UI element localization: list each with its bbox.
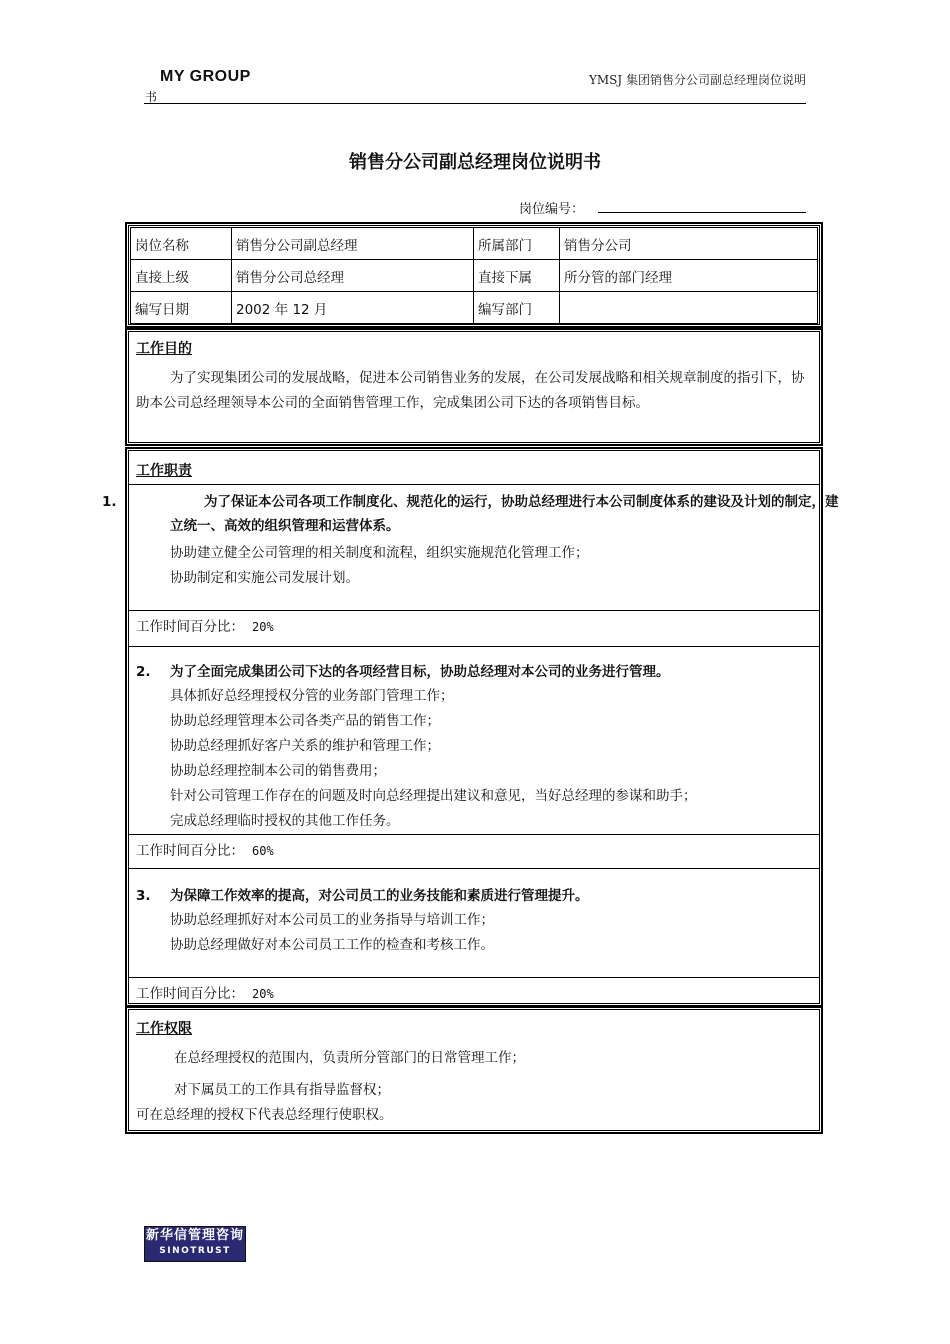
cell-label: 编写部门 [474, 292, 560, 324]
list-item [136, 784, 697, 809]
table-row [131, 292, 818, 324]
cell-value: 销售分公司副总经理 [232, 228, 474, 260]
list-item [136, 734, 440, 759]
cell-value: 所分管的部门经理 [560, 260, 818, 292]
list-item [136, 709, 440, 734]
duty-item-2-title [136, 660, 812, 684]
divider [128, 868, 820, 869]
bullet-text: 具体抓好总经理授权分管的业务部门管理工作； [170, 688, 454, 704]
cell-label: 编写日期 [131, 292, 232, 324]
list-item [136, 933, 494, 958]
pct-label: 工作时间百分比： [136, 986, 244, 1002]
divider [128, 610, 820, 611]
bullet-text: 协助总经理做好对本公司员工工作的检查和考核工作。 [170, 937, 494, 953]
divider [128, 977, 820, 978]
bullet-text: 针对公司管理工作存在的问题及时向总经理提出建议和意见，当好总经理的参谋和助手； [170, 788, 697, 804]
header-title: YMSJ 集团销售分公司副总经理岗位说明 [588, 73, 806, 87]
duty-title-text: 为了全面完成集团公司下达的各项经营目标，协助总经理对本公司的业务进行管理。 [170, 664, 670, 680]
list-item [136, 684, 454, 709]
header-rule [144, 103, 806, 104]
table-row [131, 260, 818, 292]
list-item [136, 541, 589, 566]
pct-value: 60% [252, 844, 274, 858]
bullet-text: 协助总经理抓好对本公司员工的业务指导与培训工作； [170, 912, 494, 928]
time-percentage-1 [136, 615, 274, 635]
divider [128, 484, 820, 485]
logo-en-text: SINOTRUST [159, 1246, 231, 1256]
cell-label: 所属部门 [474, 228, 560, 260]
document-title: 销售分公司副总经理岗位说明书 [349, 152, 601, 173]
authority-closing: 可在总经理的授权下代表总经理行使职权。 [136, 1107, 393, 1123]
cell-label: 直接上级 [131, 260, 232, 292]
cell-label: 岗位名称 [131, 228, 232, 260]
duty-number: 2. [136, 664, 151, 680]
logo-cn-text: 新华信管理咨询 [145, 1228, 244, 1243]
cell-value: 销售分公司总经理 [232, 260, 474, 292]
header-title-tail: 书 [145, 90, 158, 104]
cell-value [560, 292, 818, 324]
time-percentage-3 [136, 982, 274, 1002]
post-number-blank [598, 212, 806, 213]
authority-heading: 工作权限 [136, 1021, 192, 1037]
bullet-text: 在总经理授权的范围内，负责所分管部门的日常管理工作； [174, 1050, 525, 1066]
divider [128, 646, 820, 647]
sinotrust-logo [144, 1226, 246, 1262]
bullet-text: 协助总经理管理本公司各类产品的销售工作； [170, 713, 440, 729]
bullet-text: 协助建立健全公司管理的相关制度和流程，组织实施规范化管理工作； [170, 545, 589, 561]
bullet-text: 对下属员工的工作具有指导监督权； [174, 1082, 390, 1098]
pct-label: 工作时间百分比： [136, 619, 244, 635]
cell-value: 2002 年 12 月 [232, 292, 474, 324]
purpose-text: 为了实现集团公司的发展战略，促进本公司销售业务的发展，在公司发展战略和相关规章制度的指引下，协助本公司总经理领导本公司的全面销售管理工作，完成集团公司下达的各项销售目标。 [136, 370, 805, 411]
cell-value: 销售分公司 [560, 228, 818, 260]
table-row [131, 228, 818, 260]
duty-item-1-title [102, 490, 846, 538]
duty-number: 1. [102, 494, 117, 510]
bullet-text: 协助总经理控制本公司的销售费用； [170, 763, 386, 779]
post-number-label: 岗位编号： [519, 202, 585, 217]
purpose-heading: 工作目的 [136, 341, 192, 357]
bullet-text: 完成总经理临时授权的其他工作任务。 [170, 813, 400, 829]
list-item [136, 1078, 390, 1103]
time-percentage-2 [136, 839, 274, 859]
list-item [136, 1046, 525, 1071]
duty-title-text: 为了保证本公司各项工作制度化、规范化的运行，协助总经理进行本公司制度体系的建设及计划的制定，建立统一、高效的组织管理和运营体系。 [170, 494, 839, 534]
cell-label: 直接下属 [474, 260, 560, 292]
duty-item-3-title [136, 884, 812, 908]
pct-value: 20% [252, 987, 274, 1001]
brand-name: MY GROUP [160, 68, 251, 85]
pct-value: 20% [252, 620, 274, 634]
bullet-text: 协助总经理抓好客户关系的维护和管理工作； [170, 738, 440, 754]
list-item [136, 566, 359, 591]
bullet-text: 协助制定和实施公司发展计划。 [170, 570, 359, 586]
info-table [130, 227, 818, 324]
duty-number: 3. [136, 888, 151, 904]
duties-heading: 工作职责 [136, 463, 192, 479]
duty-title-text: 为保障工作效率的提高，对公司员工的业务技能和素质进行管理提升。 [170, 888, 589, 904]
divider [128, 834, 820, 835]
list-item [136, 759, 386, 784]
list-item [136, 809, 400, 834]
list-item [136, 908, 494, 933]
pct-label: 工作时间百分比： [136, 843, 244, 859]
